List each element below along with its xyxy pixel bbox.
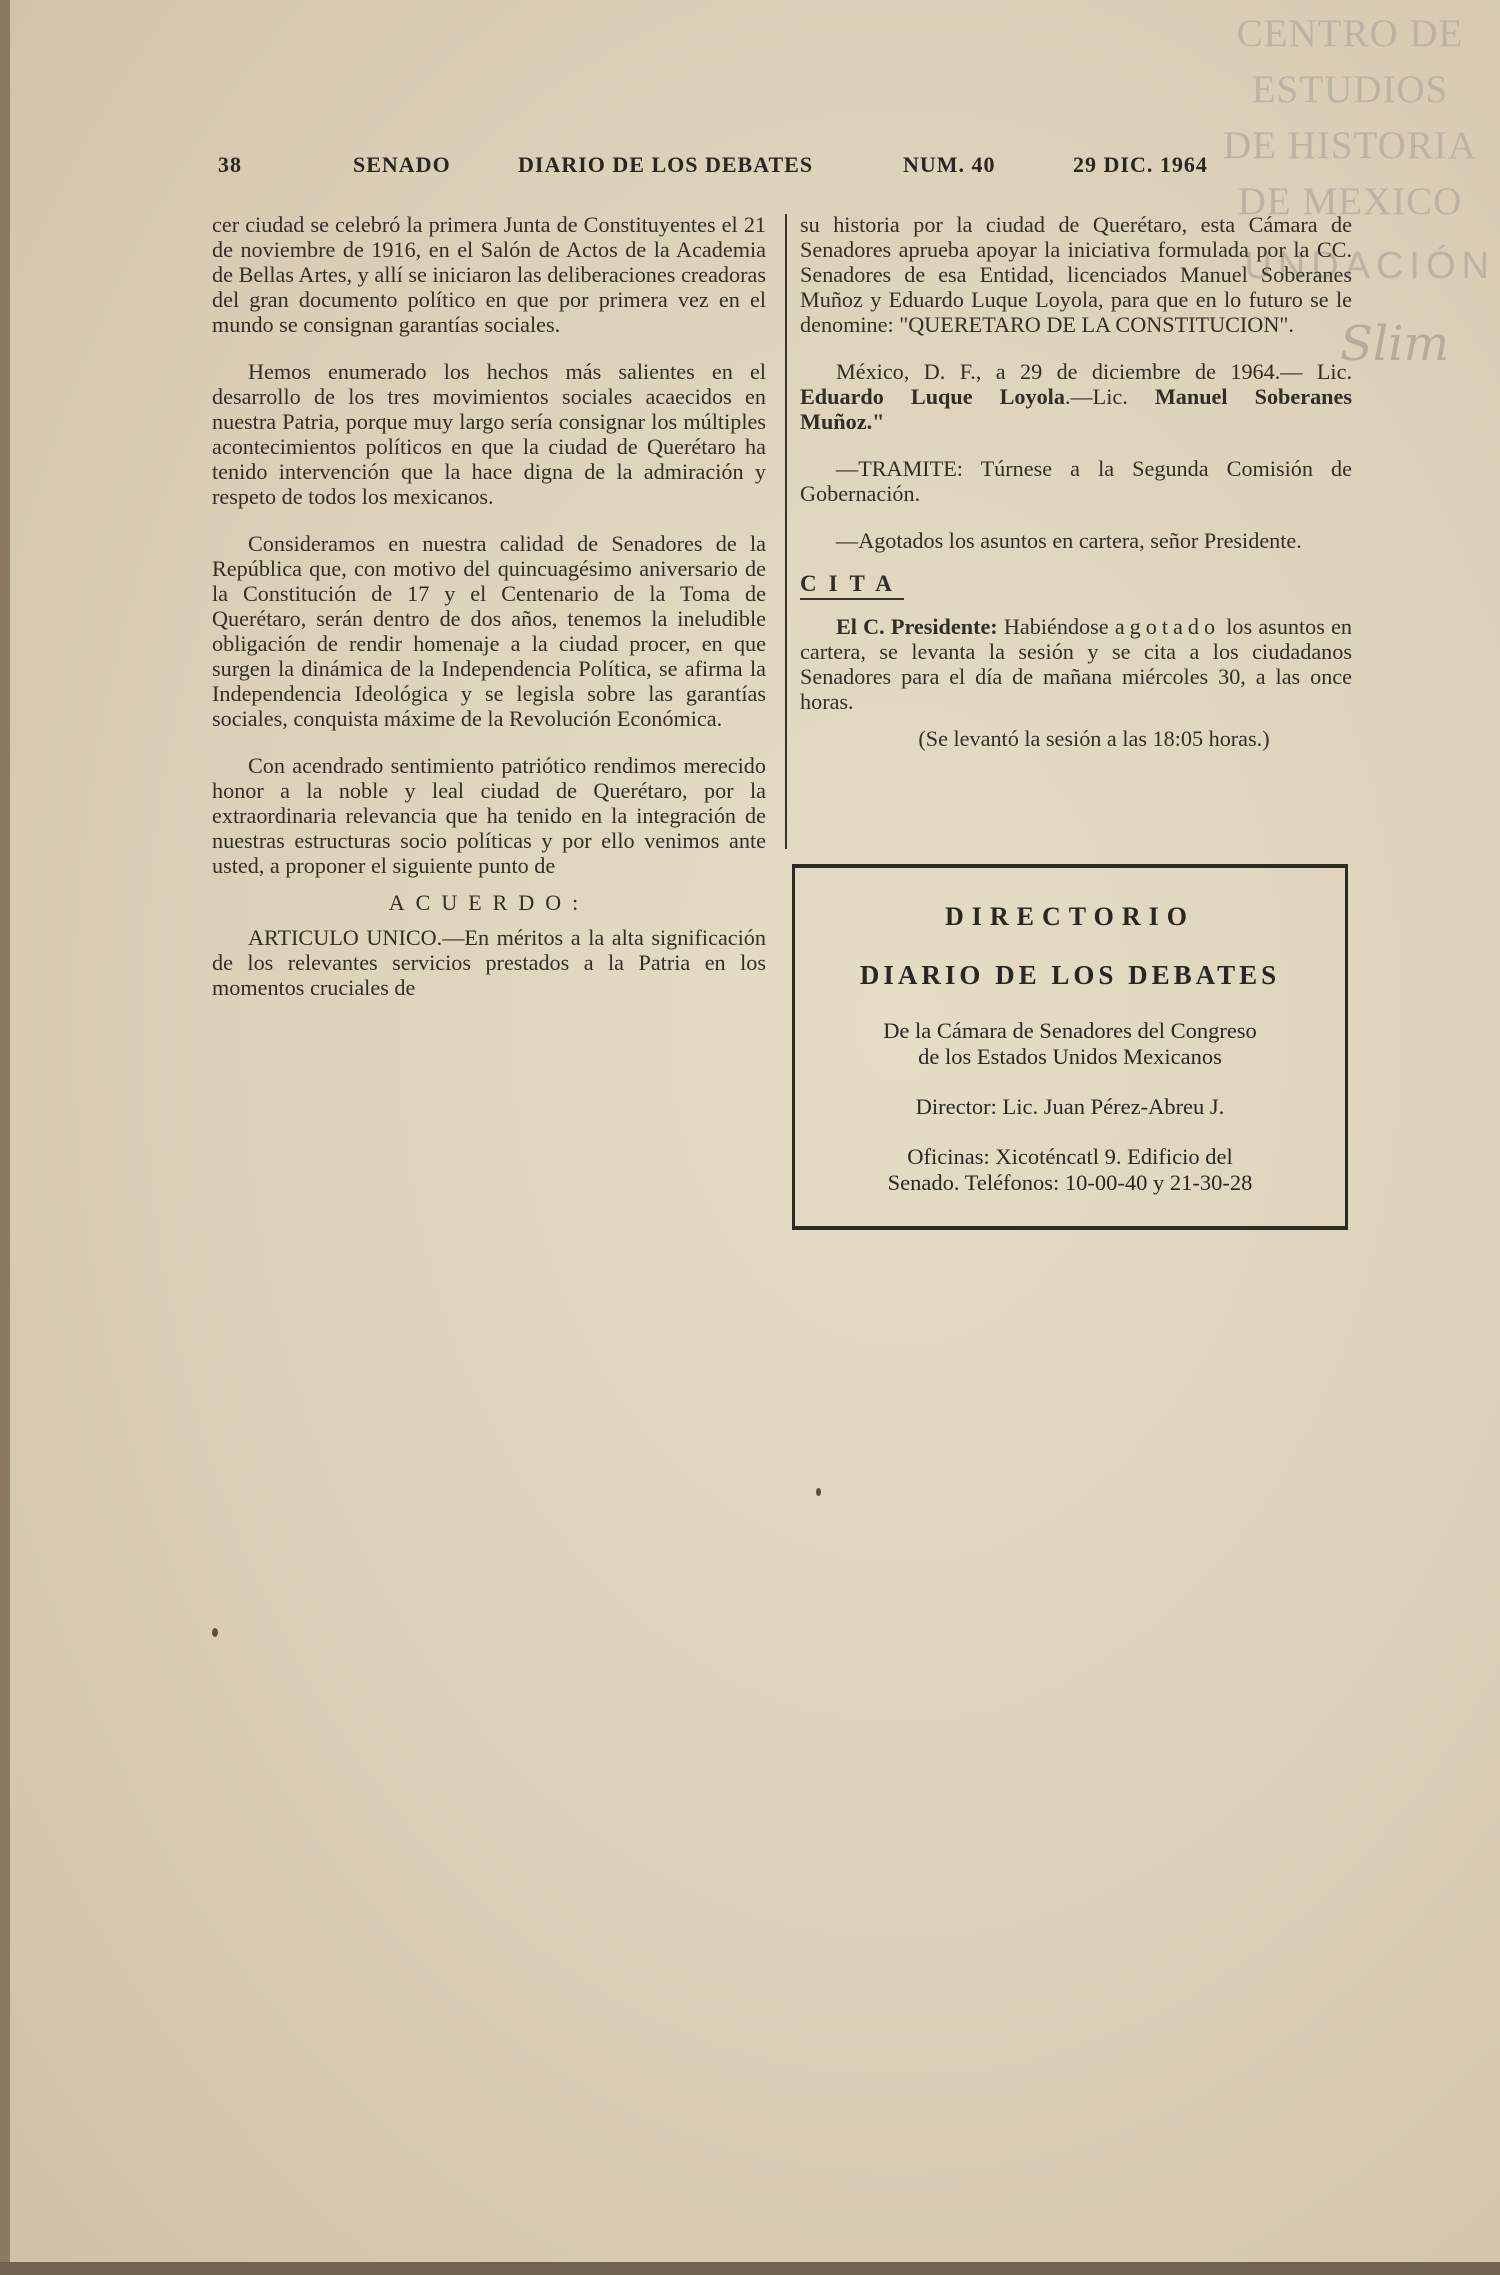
signoff-lic-1: Lic. bbox=[1316, 359, 1352, 384]
page-left-edge bbox=[0, 0, 10, 2275]
closing-note: (Se levantó la sesión a las 18:05 horas.) bbox=[918, 726, 1270, 751]
left-paragraph-4: Con acendrado sentimiento patriótico rendimos merecido honor a la noble y leal ciudad de Querétaro, por la extraordinaria relevancia que ha tenido en la integración de nuestras estructuras socio políticas y por ello venimos ante usted, a proponer el siguiente punto de bbox=[212, 753, 766, 878]
paper-speck bbox=[212, 1628, 218, 1637]
left-paragraph-2: Hemos enumerado los hechos más salientes en el desarrollo de los tres movimientos sociales acaecidos en nuestra Patria, porque muy largo sería consignar los múltiples acontecimientos políticos en que la ciudad de Querétaro ha tenido intervención que la hace digna de la admiración y respeto de todos los mexicanos. bbox=[212, 359, 766, 509]
page-number: 38 bbox=[218, 152, 242, 177]
directorio-box bbox=[792, 864, 1348, 1230]
right-paragraph-1: su historia por la ciudad de Querétaro, esta Cámara de Senadores aprueba apoyar la iniciativa formulada por la CC. Senadores de esa Entidad, licenciados Manuel Soberanes Muñoz y Eduardo Luque Loyola, para que en lo futuro se le denomine: "QUERETARO DE LA CONSTITUCION". bbox=[800, 212, 1352, 337]
left-paragraph-3: Consideramos en nuestra calidad de Senadores de la República que, con motivo del quincuagésimo aniversario de la Constitución de 17 y el Centenario de la Toma de Querétaro, serán dentro de dos años, tenemos la ineludible obligación de rendir homenaje a la ciudad procer, en que surgen la dinámica de la Independencia Política, se afirma la Independencia Ideológica y se legisla sobre las garantías sociales, conquista máxime de la Revolución Económica. bbox=[212, 531, 766, 731]
left-column bbox=[212, 212, 766, 1000]
cita-spaced-word: agotado bbox=[1114, 614, 1221, 639]
directorio-subtitle: DIARIO DE LOS DEBATES bbox=[859, 960, 1281, 990]
watermark-line-2: ESTUDIOS bbox=[1251, 68, 1449, 111]
cita-paragraph bbox=[800, 614, 1352, 714]
acuerdo-heading: ACUERDO: bbox=[388, 890, 590, 915]
header-chamber: SENADO bbox=[353, 152, 451, 177]
watermark-line-4: DE MEXICO bbox=[1237, 180, 1463, 223]
paper-speck bbox=[816, 1488, 821, 1496]
cita-heading: CITA bbox=[800, 571, 904, 600]
signoff-place: México, D. F., a 29 de diciembre de 1964.— bbox=[836, 359, 1303, 384]
directorio-office-2: Senado. Teléfonos: 10-00-40 y 21-30-28 bbox=[887, 1170, 1253, 1195]
signoff-lic-2: .—Lic. bbox=[1064, 384, 1128, 409]
directorio-line-1: De la Cámara de Senadores del Congreso bbox=[883, 1018, 1257, 1043]
cita-word: Habiéndose bbox=[1003, 614, 1109, 639]
directorio-office-1: Oficinas: Xicoténcatl 9. Edificio del bbox=[907, 1144, 1233, 1169]
directorio-line-2: de los Estados Unidos Mexicanos bbox=[918, 1044, 1222, 1069]
header-date: 29 DIC. 1964 bbox=[1073, 152, 1208, 177]
signoff bbox=[800, 359, 1352, 434]
right-column bbox=[800, 212, 1352, 751]
cita-speaker: El C. Presidente: bbox=[836, 614, 998, 639]
header-publication: DIARIO DE LOS DEBATES bbox=[518, 152, 814, 177]
archive-watermark bbox=[1200, 6, 1500, 230]
page-header bbox=[218, 152, 1238, 184]
tramite-note: —TRAMITE: Túrnese a la Segunda Comisión de Gobernación. bbox=[800, 456, 1352, 506]
header-issue: NUM. 40 bbox=[903, 152, 996, 177]
directorio-offices bbox=[795, 1144, 1345, 1196]
watermark-line-1: CENTRO DE bbox=[1236, 12, 1464, 55]
agotados-note: —Agotados los asuntos en cartera, señor Presidente. bbox=[836, 528, 1302, 553]
watermark-line-3: DE HISTORIA bbox=[1222, 124, 1478, 167]
signoff-name-2: Manuel Soberanes Muñoz." bbox=[800, 384, 1352, 434]
column-divider bbox=[785, 214, 787, 849]
directorio-description bbox=[795, 1018, 1345, 1070]
page-bottom-edge bbox=[0, 2262, 1500, 2275]
left-paragraph-1: cer ciudad se celebró la primera Junta de Constituyentes el 21 de noviembre de 1916, en el Salón de Actos de la Academia de Bellas Artes, y allí se iniciaron las deliberaciones creadoras del gran documento político en que por primera vez en el mundo se consignan garantías sociales. bbox=[212, 212, 766, 337]
articulo-unico: ARTICULO UNICO.—En méritos a la alta significación de los relevantes servicios prestados a la Patria en los momentos cruciales de bbox=[212, 925, 766, 1000]
watermark-signature: Slim bbox=[1340, 316, 1450, 372]
cita-text: los asuntos en cartera, se levanta la sesión y se cita a los ciudadanos Senadores para el día de mañana miércoles 30, a las once horas. bbox=[800, 614, 1353, 714]
signoff-name-1: Eduardo Luque Loyola bbox=[800, 384, 1065, 409]
directorio-director: Director: Lic. Juan Pérez-Abreu J. bbox=[915, 1094, 1225, 1119]
watermark-foundation: UNDACIÓN bbox=[1244, 245, 1495, 287]
directorio-title: DIRECTORIO bbox=[944, 902, 1195, 931]
